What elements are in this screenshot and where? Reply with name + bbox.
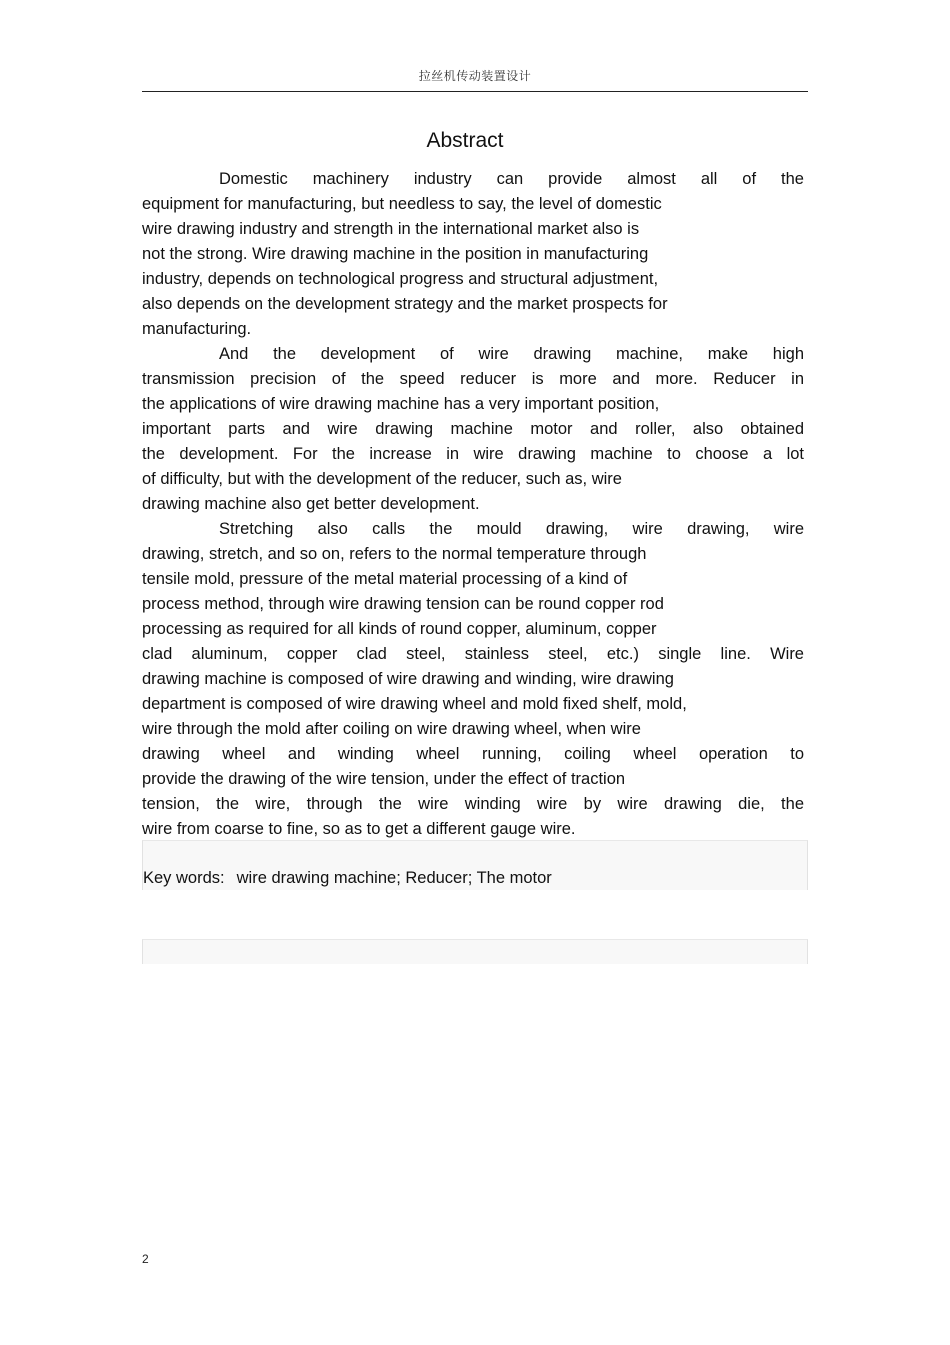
paragraph-line: wire from coarse to fine, so as to get a different gauge wire. — [142, 820, 576, 838]
paragraph-line: department is composed of wire drawing wheel and mold fixed shelf, mold, — [142, 695, 687, 713]
paragraph-line: of difficulty, but with the development of the reducer, such as, wire — [142, 470, 622, 488]
paragraph-line: the applications of wire drawing machine has a very important position, — [142, 395, 660, 413]
header-rule — [142, 91, 808, 92]
paragraph-line: the development. For the increase in wire drawing machine to choose a lot — [142, 445, 804, 463]
paragraph-line: drawing machine is composed of wire drawing and winding, wire drawing — [142, 670, 674, 688]
abstract-paragraph-1 — [142, 167, 804, 342]
abstract-paragraph-2 — [142, 342, 804, 517]
abstract-paragraph-3 — [142, 517, 804, 842]
abstract-body — [142, 167, 804, 842]
paragraph-line: also depends on the development strategy and the market prospects for — [142, 295, 668, 313]
paragraph-line: drawing, stretch, and so on, refers to the normal temperature through — [142, 545, 647, 563]
paragraph-line: processing as required for all kinds of round copper, aluminum, copper — [142, 620, 657, 638]
paragraph-line: wire through the mold after coiling on wire drawing wheel, when wire — [142, 720, 641, 738]
paragraph-line: And the development of wire drawing machine, make high — [219, 345, 804, 363]
paragraph-line: important parts and wire drawing machine motor and roller, also obtained — [142, 420, 804, 438]
paragraph-line: equipment for manufacturing, but needless to say, the level of domestic — [142, 195, 662, 213]
page-number: 2 — [142, 1252, 149, 1266]
keywords-line — [143, 868, 552, 888]
paragraph-line: Stretching also calls the mould drawing, wire drawing, wire — [219, 520, 804, 538]
abstract-title: Abstract — [426, 129, 504, 152]
keywords-value: wire drawing machine; Reducer; The motor — [236, 869, 552, 887]
running-header: 拉丝机传动装置设计 — [418, 69, 532, 83]
paragraph-line: tensile mold, pressure of the metal material processing of a kind of — [142, 570, 628, 588]
paragraph-line: tension, the wire, through the wire winding wire by wire drawing die, the — [142, 795, 804, 813]
paragraph-line: wire drawing industry and strength in the international market also is — [142, 220, 640, 238]
paragraph-line: transmission precision of the speed reducer is more and more. Reducer in — [142, 370, 804, 388]
paragraph-line: not the strong. Wire drawing machine in the position in manufacturing — [142, 245, 649, 263]
keywords-label: Key words: — [143, 869, 225, 887]
paragraph-line: drawing machine also get better development. — [142, 495, 480, 513]
paragraph-line: process method, through wire drawing tension can be round copper rod — [142, 595, 664, 613]
paragraph-line: industry, depends on technological progress and structural adjustment, — [142, 270, 659, 288]
paragraph-line: manufacturing. — [142, 320, 252, 338]
paragraph-line: Domestic machinery industry can provide almost all of the — [219, 170, 804, 188]
paragraph-line: drawing wheel and winding wheel running, coiling wheel operation to — [142, 745, 804, 763]
keywords-box — [142, 840, 808, 890]
empty-text-box — [142, 939, 808, 964]
paragraph-line: provide the drawing of the wire tension, under the effect of traction — [142, 770, 626, 788]
paragraph-line: clad aluminum, copper clad steel, stainless steel, etc.) single line. Wire — [142, 645, 804, 663]
